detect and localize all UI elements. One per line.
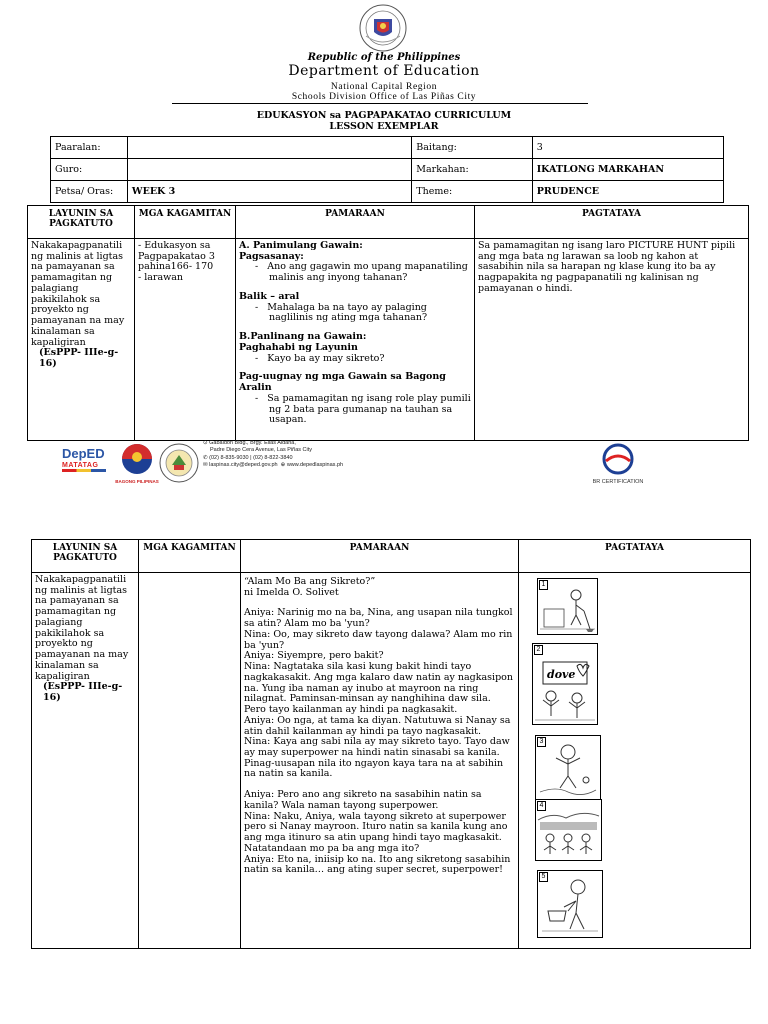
kagamitan-item: - Edukasyon sa Pagpapakatao 3 <box>138 240 215 262</box>
layunin-text: Nakakapagpanatili ng malinis at ligtas na pamayanan sa pamamagitan ng palagiang pakikilahok sa proyekto ng pamayanan na may kinalaman sa kapaligiran <box>31 240 125 348</box>
guro-value[interactable] <box>127 159 411 181</box>
info-row <box>51 181 724 203</box>
deped-seal-logo <box>352 4 414 52</box>
picture-4-community[interactable] <box>535 799 602 861</box>
doc-type-title: LESSON EXEMPLAR <box>329 121 439 132</box>
section-b-title: B.Panlinang na Gawain: <box>239 331 367 343</box>
pamaraan-cell <box>236 239 475 441</box>
address-line-1: ⊙ Gabaldon Bldg., Brgy. Elias Aldana, <box>203 440 296 446</box>
info-table <box>50 136 724 203</box>
col-kagamitan: MGA KAGAMITAN <box>135 206 236 239</box>
kagamitan-cell <box>139 573 241 949</box>
col-layunin: LAYUNIN SA PAGKATUTO <box>32 540 139 573</box>
kagamitan-item: - larawan <box>138 272 184 284</box>
petsa-label: Petsa/ Oras: <box>51 181 128 203</box>
layunin-cell <box>32 573 139 949</box>
story-author: ni Imelda O. Solivet <box>244 586 339 598</box>
lesson-header-row <box>32 540 751 573</box>
email-icon: ✉ <box>203 462 210 469</box>
story-cell <box>241 573 519 949</box>
story-title: “Alam Mo Ba ang Sikreto?” <box>244 576 376 587</box>
location-icon: ⊙ <box>203 440 210 446</box>
pagsasanay-label: Pagsasanay: <box>239 250 304 262</box>
lesson-content-row <box>32 573 751 949</box>
paghahabi-question: - Kayo ba ay may sikreto? <box>255 352 385 364</box>
address-line-2: Padre Diego Cera Avenue, Las Piñas City <box>210 447 313 454</box>
markahan-label: Markahan: <box>412 159 532 181</box>
footer-address <box>203 440 343 470</box>
lesson-table-page1 <box>27 205 749 441</box>
layunin-text: Nakakapagpanatili ng malinis at ligtas na pamayanan sa pamamagitan ng palagiang pakikilahok sa proyekto ng pamayanan na may kinalaman sa kapaligiran <box>35 574 129 682</box>
subject-title: EDUKASYON sa PAGPAPAKATAO CURRICULUM <box>256 110 512 121</box>
sign-scribble: dove <box>547 668 576 681</box>
balik-aral-label: Balik – aral <box>239 290 300 302</box>
picture-number: 5 <box>539 872 548 882</box>
paaralan-label: Paaralan: <box>51 137 128 159</box>
picture-number: 3 <box>537 737 546 747</box>
info-row <box>51 159 724 181</box>
pagtataya-text: Sa pamamagitan ng isang laro PICTURE HUNT pipili ang mga bata ng larawan sa loob ng kahon at sasabihin nila sa harapan ng klase kung ito ba ay nagpapakita ng pagpapanatili ng kalinisan ng pamayanan o hindi. <box>478 240 736 294</box>
col-pagtataya: PAGTATAYA <box>475 206 749 239</box>
story-line: Nina: Naku, Aniya, wala tayong sikreto at superpower pero si Nanay mayroon. Ituro natin sa kanila kung ano ang mga itinuro sa atin upang hindi tayo magkasakit. Natatandaan mo pa ba ang mga ito? <box>244 810 508 854</box>
col-pagtataya: PAGTATAYA <box>519 540 751 573</box>
web-icon: ⊕ <box>280 462 287 469</box>
picture-3-playing-child[interactable] <box>535 735 601 800</box>
story-line: Aniya: Siyempre, pero bakit? <box>244 650 384 662</box>
story-line: Nina: Kaya ang sabi nila ay may sikreto tayo. Tayo daw ay may superpower na hindi natin sinasabi sa kanila. Pinag-uusapan nila ito ngayon kaya tara na at sabihin na natin sa kanila. <box>244 736 510 780</box>
region-text: National Capital Region <box>330 82 438 92</box>
story-line: Aniya: Eto na, iniisip ko na. Ito ang sikretong sasabihin natin sa kanila… ang ating super secret, superpower! <box>244 853 511 876</box>
col-pamaraan: PAMARAAN <box>236 206 475 239</box>
kagamitan-item: pahina166- 170 <box>138 261 214 273</box>
deped-matatag-logo <box>62 446 108 484</box>
lesson-table-page2 <box>31 539 751 949</box>
baitang-label: Baitang: <box>412 137 532 159</box>
paghahabi-label: Paghahabi ng Layunin <box>239 341 358 353</box>
paaralan-value[interactable] <box>127 137 411 159</box>
bagong-pilipinas-text: BAGONG PILIPINAS <box>115 479 159 484</box>
lesson-content-row <box>28 239 749 441</box>
picture-1-sweeping[interactable] <box>537 578 598 635</box>
picture-number: 1 <box>539 580 548 590</box>
division-seal-logo <box>159 443 199 483</box>
division-text: Schools Division Office of Las Piñas City <box>291 92 477 102</box>
info-row <box>51 137 724 159</box>
theme-label: Theme: <box>412 181 532 203</box>
story-line: Aniya: Narinig mo na ba, Nina, ang usapan nila tungkol sa atin? Alam mo ba 'yun? <box>244 607 513 630</box>
deped-logo-text: DepED <box>62 446 105 461</box>
theme-value[interactable]: PRUDENCE <box>532 181 723 203</box>
br-certification-emblem <box>600 443 636 475</box>
story-line: Aniya: Oo nga, at tama ka diyan. Natutuwa si Nanay sa atin dahil kailanman ay hindi pa tayo nagkasakit. <box>244 714 511 737</box>
br-certification-text: BR CERTIFICATION <box>592 479 644 485</box>
lesson-header-row <box>28 206 749 239</box>
kagamitan-cell <box>135 239 236 441</box>
story-line: Nina: Nagtataka sila kasi kung bakit hindi tayo nagkakasakit. Ang mga kalaro daw natin ay nagkasipon na. Yung iba naman ay inubo at mayroon na ring nilagnat. Paminsan-minsan ay nanghihina daw sila. Pero tayo kailanman ay hindi pa nagkasakit. <box>244 661 513 716</box>
baitang-value[interactable]: 3 <box>532 137 723 159</box>
section-a-title: A. Panimulang Gawain: <box>239 240 363 251</box>
layunin-cell <box>28 239 135 441</box>
children-with-sign-illustration <box>533 644 597 724</box>
phone-line: ✆ (02) 8-835-9030 | (02) 8-822-3840 <box>203 454 293 461</box>
bagong-pilipinas-logo <box>114 443 160 483</box>
story-line: Nina: Oo, may sikreto daw tayong dalawa? Alam mo rin ba 'yun? <box>244 628 513 651</box>
matatag-logo-text: MATATAG <box>62 462 99 469</box>
guro-label: Guro: <box>51 159 128 181</box>
picture-number: 2 <box>534 645 543 655</box>
layunin-code: (EsPPP- IIIe-g-16) <box>39 347 119 370</box>
header-divider <box>172 103 588 104</box>
email-web-line: ✉ laspinas.city@deped.gov.ph ⊕ www.depedlaspinas.ph <box>203 462 344 469</box>
pagtataya-cell <box>475 239 749 441</box>
balik-aral-question: - Mahalaga ba na tayo ay palaging naglilinis ng ating mga tahanan? <box>255 301 428 324</box>
markahan-value[interactable]: IKATLONG MARKAHAN <box>532 159 723 181</box>
pag-uugnay-question: - Sa pamamagitan ng isang role play pumili ng 2 bata para gumanap na tauhan sa usapan. <box>255 392 471 426</box>
picture-2-love-sign[interactable] <box>532 643 598 725</box>
picture-number: 4 <box>537 801 546 811</box>
br-certification-logo <box>588 443 648 487</box>
col-kagamitan: MGA KAGAMITAN <box>139 540 241 573</box>
department-text: Department of Education <box>288 63 480 79</box>
republic-text: Republic of the Philippines <box>307 52 461 63</box>
bagong-pilipinas-emblem <box>114 443 160 475</box>
story-line: Aniya: Pero ano ang sikreto na sasabihin natin sa kanila? Wala naman tayong superpower. <box>244 789 482 811</box>
col-layunin: LAYUNIN SA PAGKATUTO <box>28 206 135 239</box>
pag-uugnay-label: Pag-uugnay ng mga Gawain sa Bagong Aralin <box>239 371 446 394</box>
phone-icon: ✆ <box>203 454 210 461</box>
layunin-code: (EsPPP- IIIe-g-16) <box>43 681 123 704</box>
picture-5-hand-washing[interactable] <box>537 870 603 938</box>
col-pamaraan: PAMARAAN <box>241 540 519 573</box>
petsa-value[interactable]: WEEK 3 <box>127 181 411 203</box>
pagsasanay-question: - Ano ang gagawin mo upang mapanatiling malinis ang inyong tahanan? <box>255 261 468 284</box>
